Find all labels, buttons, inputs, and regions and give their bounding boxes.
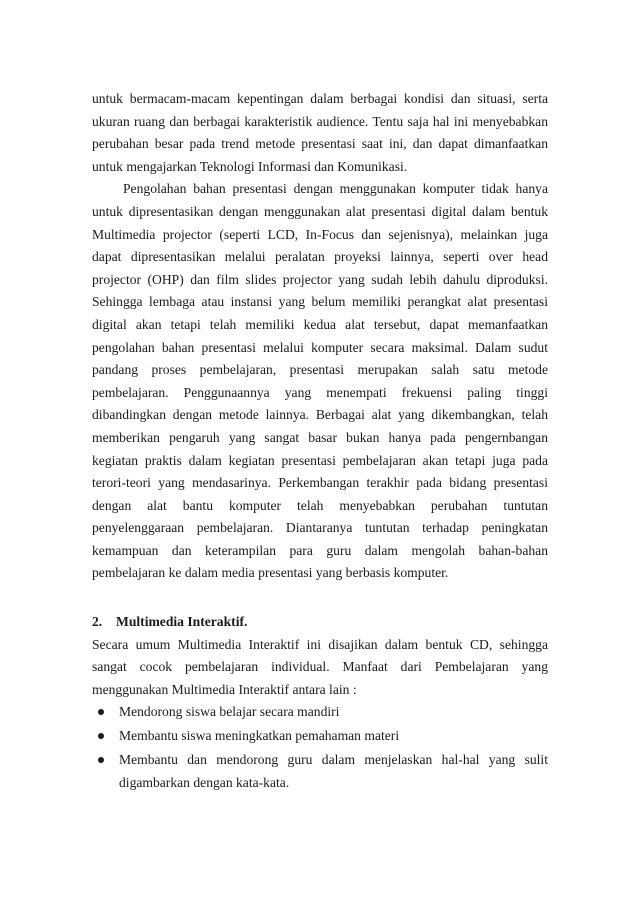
- paragraph-2: Pengolahan bahan presentasi dengan menggunakan komputer tidak hanya untuk dipresentasikan dengan menggunakan alat presentasi digital dalam bentuk Multimedia projector (seperti LCD, In-Focus dan sejenisnya), melainkan juga dapat dipresentasikan melalui peralatan proyeksi lainnya, seperti over head projector (OHP) dan film slides projector yang sudah lebih dahulu diproduksi. Sehingga lembaga atau instansi yang belum memiliki perangkat alat presentasi digital akan tetapi telah memiliki kedua alat tersebut, dapat memanfaatkan pengolahan bahan presentasi melalui komputer secara maksimal. Dalam sudut pandang proses pembelajaran, presentasi merupakan salah satu metode pembelajaran. Penggunaannya yang menempati frekuensi paling tinggi dibandingkan dengan metode lainnya. Berbagai alat yang dikembangkan, telah memberikan pengaruh yang sangat basar bukan hanya pada pengernbangan kegiatan praktis dalam kegiatan presentasi pembelajaran akan tetapi juga pada terori-teori yang mendasarinya. Perkembangan terakhir pada bidang presentasi dengan alat bantu komputer telah menyebabkan perubahan tuntutan penyelenggaraan pembelajaran. Diantaranya tuntutan terhadap peningkatan kemampuan dan keterampilan para guru dalam mengolah bahan-bahan pembelajaran ke dalam media presentasi yang berbasis komputer.: [92, 181, 548, 581]
- section-heading: [92, 611, 548, 634]
- list-item-text: Membantu dan mendorong guru dalam menjelaskan hal-hal yang sulit digambarkan dengan kata-kata.: [119, 752, 548, 790]
- section-number: 2.: [92, 614, 103, 630]
- list-item: [119, 749, 548, 794]
- benefits-list: [92, 701, 548, 794]
- bullet-icon: [98, 733, 104, 739]
- bullet-icon: [98, 709, 104, 715]
- bullet-icon: [98, 757, 104, 763]
- section-intro: Secara umum Multimedia Interaktif ini disajikan dalam bentuk CD, sehingga sangat cocok pembelajaran individual. Manfaat dari Pembelajaran yang menggunakan Multimedia Interaktif antara lain :: [92, 636, 548, 697]
- list-item-text: Membantu siswa meningkatkan pemahaman materi: [119, 728, 400, 744]
- paragraph-1: untuk bermacam-macam kepentingan dalam berbagai kondisi dan situasi, serta ukuran ruang dan berbagai karakteristik audience. Tentu saja hal ini menyebabkan perubahan besar pada trend metode presentasi saat ini, dan dapat dimanfaatkan untuk mengajarkan Teknologi Informasi dan Komunikasi.: [92, 91, 548, 174]
- list-item-text: Mendorong siswa belajar secara mandiri: [119, 704, 340, 720]
- document-page: [92, 88, 548, 795]
- section-title: Multimedia Interaktif.: [116, 614, 248, 630]
- list-item: [119, 725, 548, 748]
- list-item: [119, 701, 548, 724]
